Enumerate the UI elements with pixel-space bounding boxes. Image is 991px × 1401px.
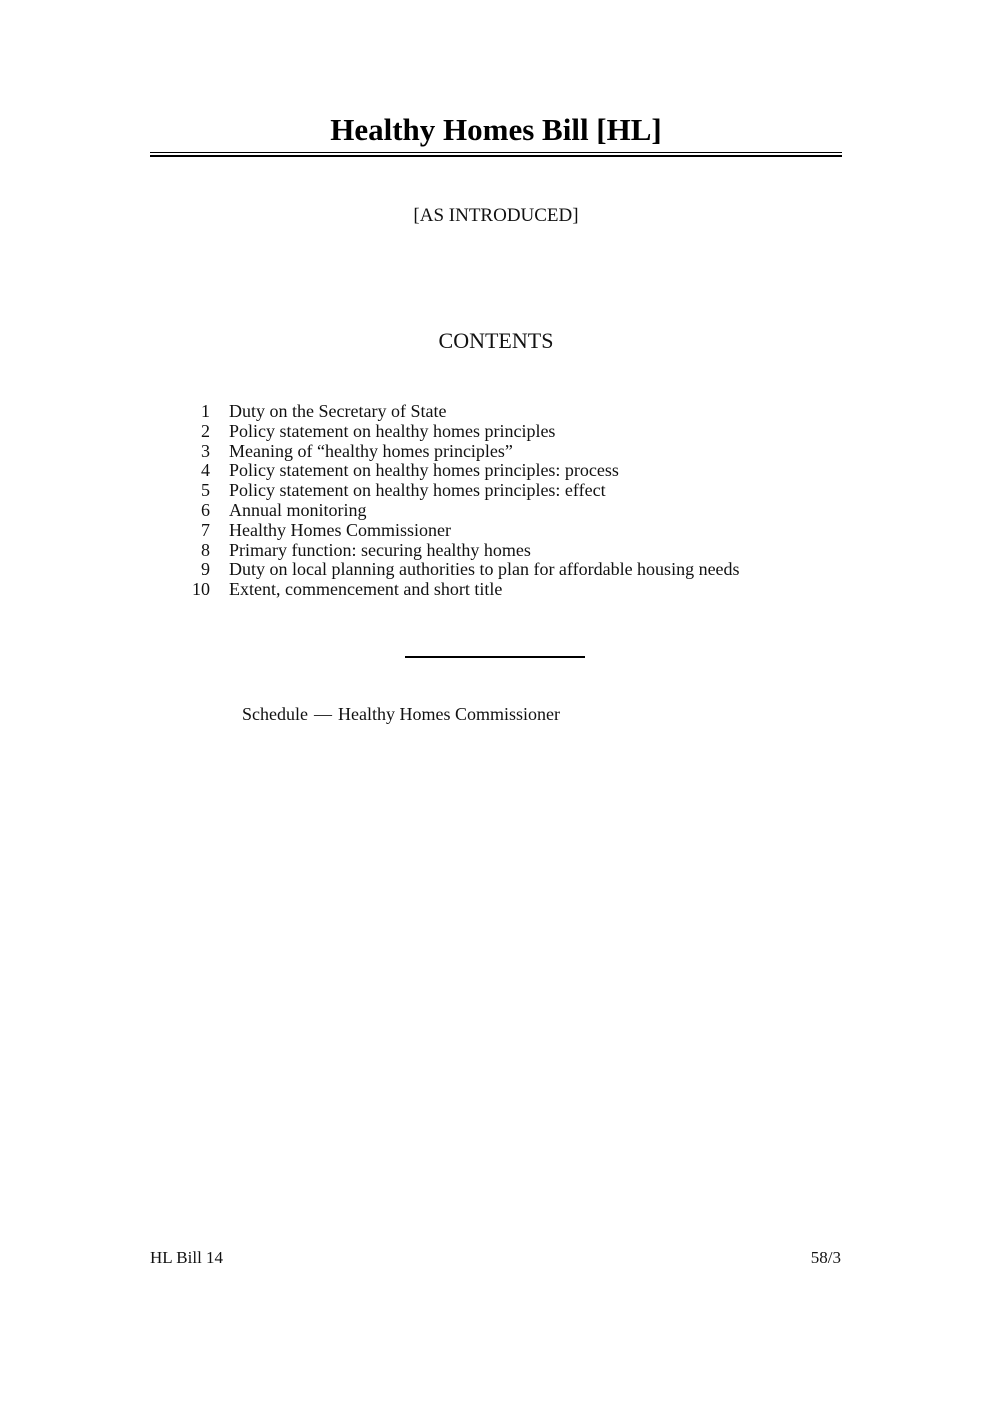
- toc-item-label[interactable]: Annual monitoring: [229, 499, 367, 520]
- title-rule-thick: [150, 155, 842, 157]
- toc-item[interactable]: [180, 560, 840, 580]
- toc-item-label[interactable]: Extent, commencement and short title: [229, 579, 503, 600]
- toc-item-label[interactable]: Duty on local planning authorities to plan for affordable housing needs: [229, 559, 740, 580]
- bill-status: [AS INTRODUCED]: [413, 205, 579, 226]
- schedule-entry[interactable]: [242, 703, 560, 725]
- toc-item[interactable]: [180, 580, 840, 600]
- toc-item-number: 10: [192, 579, 210, 600]
- toc-item-label[interactable]: Duty on the Secretary of State: [229, 401, 447, 421]
- toc-item-number: 1: [201, 401, 210, 421]
- toc-item-label[interactable]: Policy statement on healthy homes principles: effect: [229, 480, 606, 501]
- print-reference: 58/3: [810, 1248, 841, 1267]
- toc-item[interactable]: [180, 442, 840, 462]
- schedule-label: Healthy Homes Commissioner: [337, 704, 560, 724]
- toc-item-number: 8: [201, 539, 210, 560]
- toc-item-number: 6: [201, 499, 210, 520]
- toc-item-label[interactable]: Meaning of “healthy homes principles”: [229, 440, 513, 461]
- section-divider: [405, 656, 585, 658]
- title-rule-thin: [150, 152, 842, 153]
- toc-item[interactable]: [180, 481, 840, 501]
- toc-item-label[interactable]: Healthy Homes Commissioner: [229, 519, 451, 540]
- toc-item-number: 3: [201, 440, 210, 461]
- toc-item-label[interactable]: Primary function: securing healthy homes: [229, 539, 531, 560]
- toc-item[interactable]: [180, 461, 840, 481]
- schedule-prefix: Schedule: [242, 704, 308, 724]
- toc-item[interactable]: [180, 402, 840, 422]
- toc-item-number: 9: [201, 559, 210, 580]
- toc-item[interactable]: [180, 521, 840, 541]
- toc-item[interactable]: [180, 541, 840, 561]
- contents-heading: CONTENTS: [438, 328, 554, 353]
- toc-item-label[interactable]: Policy statement on healthy homes principles: process: [229, 460, 619, 481]
- bill-title: Healthy Homes Bill [HL]: [330, 112, 662, 147]
- toc-item-label[interactable]: Policy statement on healthy homes principles: [229, 420, 556, 441]
- table-of-contents: [180, 402, 840, 600]
- schedule-dash: —: [313, 704, 332, 724]
- toc-item[interactable]: [180, 501, 840, 521]
- toc-item-number: 4: [201, 460, 210, 481]
- toc-item-number: 2: [201, 420, 210, 441]
- toc-item[interactable]: [180, 422, 840, 442]
- toc-item-number: 7: [201, 519, 210, 540]
- toc-item-number: 5: [201, 480, 210, 501]
- bill-reference: HL Bill 14: [150, 1248, 224, 1267]
